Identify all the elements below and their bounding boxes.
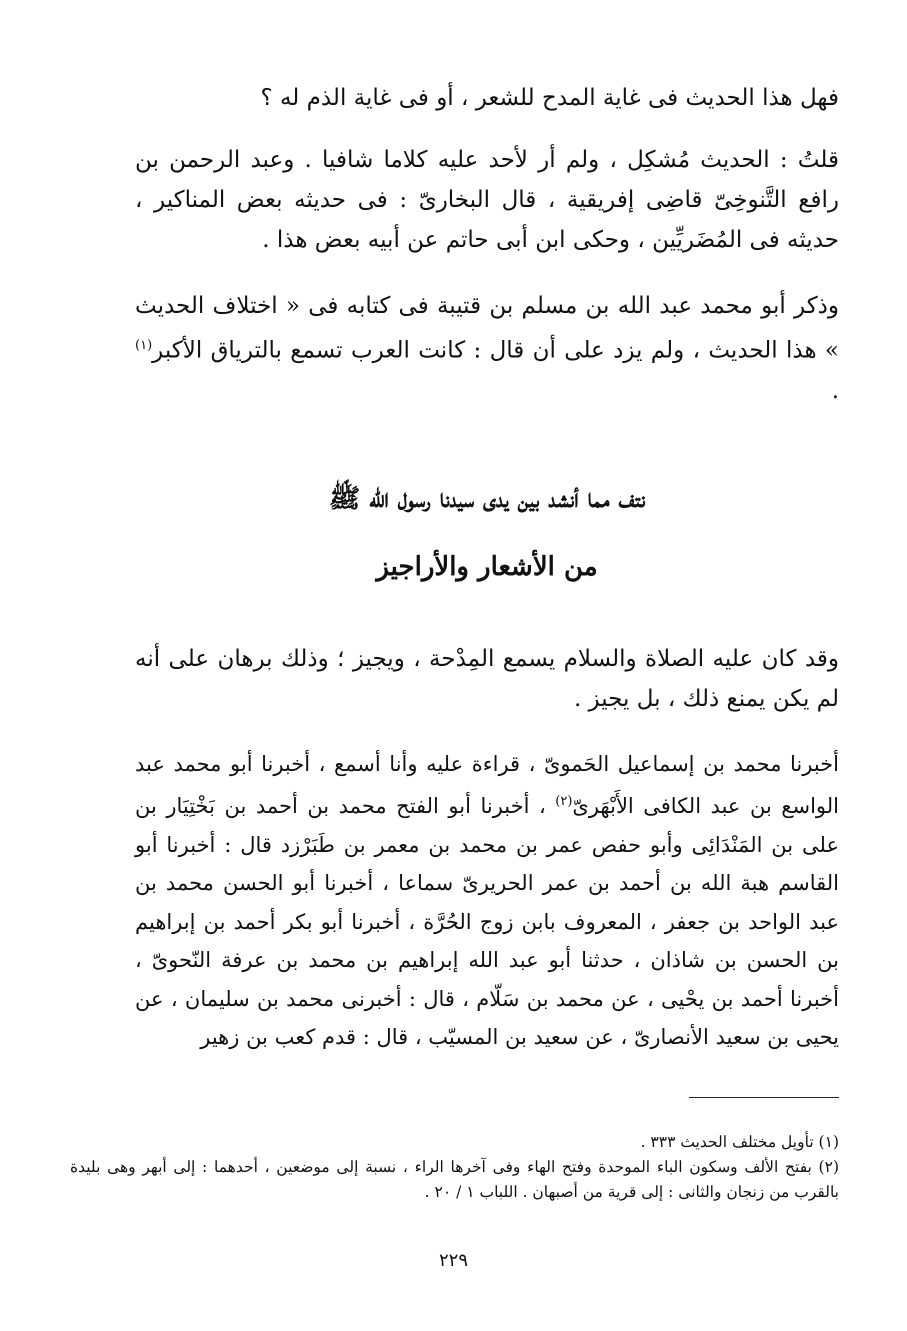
paragraph-praise: وقد كان عليه الصلاة والسلام يسمع المِدْحة ، ويجيز ؛ وذلك برهان على أنه لم يكن يمنع ذلك ، بل يجيز . (135, 645, 839, 712)
paragraph-commentary: قلتُ : الحديث مُشكِل ، ولم أر لأحد عليه كلاما شافيا . وعبد الرحمن بن رافع التَّنوخِىّ قاضِى إفريقية ، قال البخارىّ : فى حديثه بعض المناكير ، حديثه فى المُضَريِّين ، وحكى ابن أبى حاتم عن أبيه بعض هذا . (135, 147, 839, 253)
footnote-2: (٢) بفتح الألف وسكون الباء الموحدة وفتح الهاء وفى آخرها الراء ، نسبة إلى موضعين ، أحدهما : إلى أبهر وهى بليدة بالقرب من زنجان والثانى : إلى قرية من أصبهان . اللباب ١ / ٢٠ . (70, 1158, 839, 1201)
section-heading-line-1: نتف مما أنشد بين يدى سيدنا رسول الله ﷺ (328, 483, 646, 514)
footnote-divider (689, 1097, 839, 1098)
paragraph-isnad (135, 745, 839, 1057)
paragraph-ibn-qutayba (135, 286, 839, 411)
footnotes (70, 1130, 839, 1205)
page-number: ٢٢٩ (438, 1250, 468, 1271)
paragraph-ibn-qutayba-end: . (831, 377, 839, 404)
section-heading-line-2: من الأشعار والأراجيز (376, 551, 598, 582)
paragraph-isnad-part-2: ، أخبرنا أبو الفتح محمد بن أحمد بن بَخْتِيَار بن على بن المَنْدَائِى وأبو حفص عمر بن محمد بن معمر بن طَبَرْزد قال : أخبرنا أبو القاسم هبة الله بن أحمد بن عمر الحريرىّ سماعا ، أخبرنا أبو الحسن محمد بن عبد الواحد بن جعفر ، المعروف بابن زوج الحُرَّة ، أخبرنا أبو بكر أحمد بن إبراهيم بن الحسن بن شاذان ، حدثنا أبو عبد الله إبراهيم بن محمد بن عرفة النّحوىّ ، أخبرنا أحمد بن يحْيى ، عن محمد بن سَلّام ، قال : أخبرنى محمد بن سليمان ، عن يحيى بن سعيد الأنصارىّ ، عن سعيد بن المسيّب ، قال : قدم كعب بن زهير (135, 794, 839, 1050)
paragraph-ibn-qutayba-text: وذكر أبو محمد عبد الله بن مسلم بن قتيبة فى كتابه فى « اختلاف الحديث » هذا الحديث ، ولم يزد على أن قال : كانت العرب تسمع بالترياق الأكبر (135, 293, 839, 364)
footnote-ref-2: (٢) (555, 794, 573, 810)
paragraph-isnad-part-1: أخبرنا محمد بن إسماعيل الحَموىّ ، قراءة عليه وأنا أسمع ، أخبرنا أبو محمد عبد الواسع بن عبد الكافى الأَبْهَرىّ (135, 751, 839, 819)
footnote-ref-1: (١) (135, 338, 153, 353)
paragraph-question: فهل هذا الحديث فى غاية المدح للشعر ، أو فى غاية الذم له ؟ (260, 85, 839, 111)
footnote-1: (١) تأويل مختلف الحديث ٣٣٣ . (640, 1133, 839, 1151)
